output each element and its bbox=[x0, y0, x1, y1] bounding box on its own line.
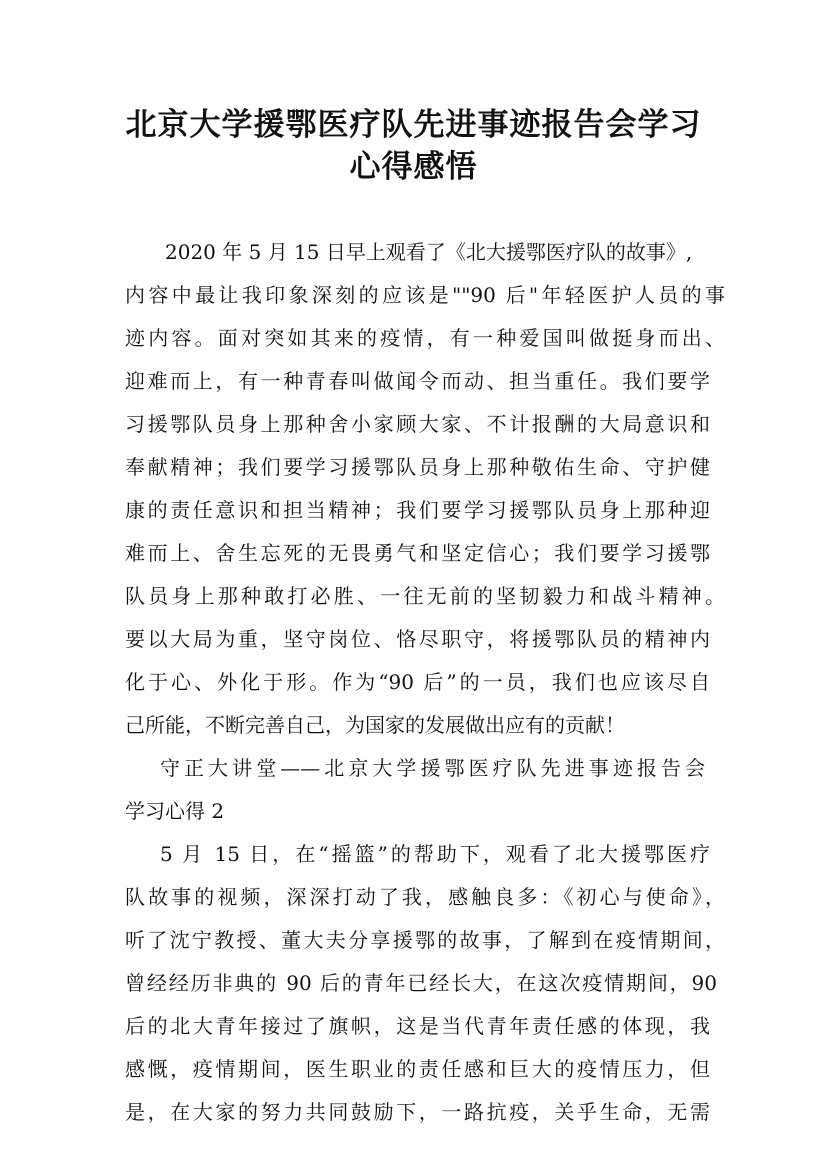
paragraph1-line: 习援鄂队员身上那种舍小家顾大家、不计报酬的大局意识和 bbox=[125, 412, 710, 436]
paragraph2-line: 后的北大青年接过了旗帜，这是当代青年责任感的体现，我 bbox=[125, 1014, 710, 1038]
section-heading-line-2: 学习心得 2 bbox=[125, 799, 225, 823]
paragraph1-line: 康的责任意识和担当精神；我们要学习援鄂队员身上那种迎 bbox=[125, 498, 710, 522]
paragraph1-line: 内容中最让我印象深刻的应该是""90 后"年轻医护人员的事 bbox=[125, 283, 725, 307]
section-heading-line-1: 守正大讲堂——北京大学援鄂医疗队先进事迹报告会 bbox=[160, 756, 705, 780]
paragraph1-line: 难而上、舍生忘死的无畏勇气和坚定信心；我们要学习援鄂 bbox=[125, 541, 710, 565]
document-title-line-1: 北京大学援鄂医疗队先进事迹报告会学习 bbox=[125, 107, 702, 143]
paragraph2-line: 听了沈宁教授、董大夫分享援鄂的故事，了解到在疫情期间， bbox=[125, 928, 725, 952]
paragraph1-line: 队员身上那种敢打必胜、一往无前的坚韧毅力和战斗精神。 bbox=[125, 584, 725, 608]
paragraph2-line: 曾经经历非典的 90 后的青年已经长大，在这次疫情期间，90 bbox=[125, 971, 717, 995]
paragraph1-line: 迎难而上，有一种青春叫做闻令而动、担当重任。我们要学 bbox=[125, 369, 710, 393]
paragraph2-line: 队故事的视频，深深打动了我，感触良多：《初心与使命》， bbox=[125, 885, 725, 909]
document-title-line-2: 心得感悟 bbox=[349, 149, 478, 185]
paragraph2-line: 是，在大家的努力共同鼓励下，一路抗疫，关乎生命，无需 bbox=[125, 1100, 710, 1124]
paragraph1-line: 2020 年 5 月 15 日早上观看了《北大援鄂医疗队的故事》, bbox=[165, 240, 693, 264]
paragraph1-line: 己所能，不断完善自己，为国家的发展做出应有的贡献！ bbox=[125, 713, 625, 737]
paragraph2-line: 5 月 15 日，在“摇篮”的帮助下，观看了北大援鄂医疗 bbox=[160, 842, 710, 866]
paragraph1-line: 要以大局为重，坚守岗位、恪尽职守，将援鄂队员的精神内 bbox=[125, 627, 710, 651]
paragraph2-line: 感慨，疫情期间，医生职业的责任感和巨大的疫情压力，但 bbox=[125, 1057, 710, 1081]
paragraph1-line: 化于心、外化于形。作为“90 后”的一员，我们也应该尽自 bbox=[125, 670, 710, 694]
paragraph1-line: 迹内容。面对突如其来的疫情，有一种爱国叫做挺身而出、 bbox=[125, 326, 725, 350]
paragraph1-line: 奉献精神；我们要学习援鄂队员身上那种敬佑生命、守护健 bbox=[125, 455, 710, 479]
